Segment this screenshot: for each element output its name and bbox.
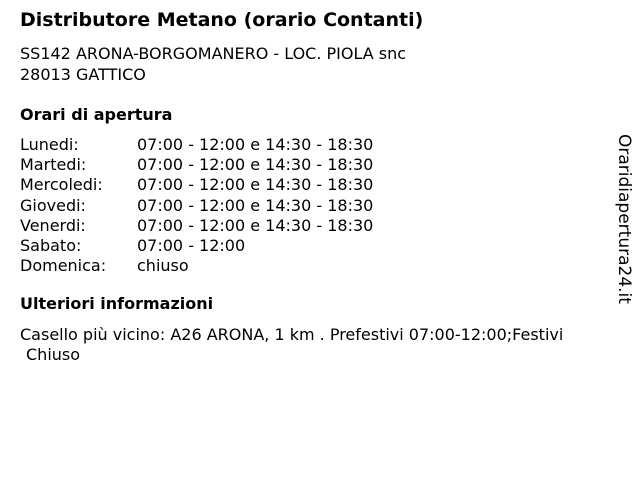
day-hours: 07:00 - 12:00 e 14:30 - 18:30	[137, 195, 374, 215]
day-label: Giovedi:	[20, 195, 86, 215]
address-city: 28013 GATTICO	[20, 65, 146, 84]
day-label: Lunedi:	[20, 135, 79, 154]
day-label: Martedi:	[20, 155, 87, 175]
day-label: Sabato:	[20, 235, 82, 255]
day-hours: 07:00 - 12:00 e 14:30 - 18:30	[137, 175, 374, 195]
day-hours: chiuso	[137, 256, 189, 276]
info-line: Chiuso	[26, 345, 81, 364]
additional-info-heading: Ulteriori informazioni	[20, 294, 214, 313]
day-hours: 07:00 - 12:00 e 14:30 - 18:30	[137, 215, 374, 235]
site-watermark: Oraridiapertura24.it	[614, 134, 634, 304]
day-hours: 07:00 - 12:00 e 14:30 - 18:30	[137, 135, 374, 154]
info-line: Casello più vicino: A26 ARONA, 1 km . Prefestivi 07:00-12:00;Festivi	[20, 325, 564, 344]
additional-info-text	[20, 325, 628, 365]
day-label: Domenica:	[20, 256, 107, 276]
day-hours: 07:00 - 12:00 e 14:30 - 18:30	[137, 155, 374, 175]
day-label: Venerdi:	[20, 215, 86, 235]
page-title: Distributore Metano (orario Contanti)	[20, 9, 424, 31]
opening-hours-heading: Orari di apertura	[20, 105, 173, 124]
address-street: SS142 ARONA-BORGOMANERO - LOC. PIOLA snc	[20, 44, 407, 63]
day-label: Mercoledi:	[20, 175, 103, 195]
day-hours: 07:00 - 12:00	[137, 235, 246, 255]
